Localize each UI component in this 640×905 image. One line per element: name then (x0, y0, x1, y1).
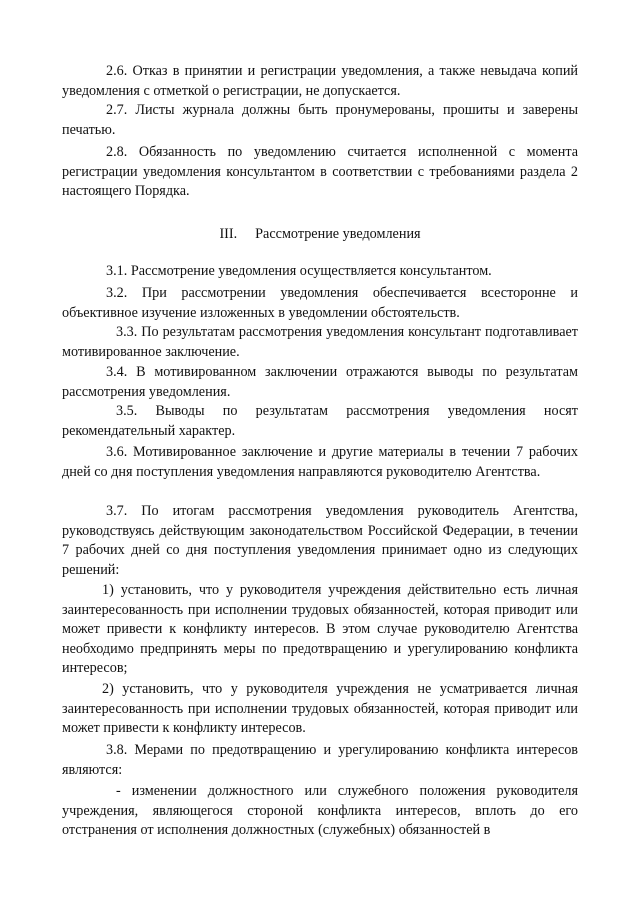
paragraph-decision-1: 1) установить, что у руководителя учреждения действительно есть личная заинтересованность при исполнении трудовых обязанностей, которая приводит или может привести к конфликту интересов. В этом случае руководителю Агентства необходимо предпринять меры по предотвращению и урегулированию конфликта интересов; (62, 582, 578, 676)
paragraph-3-8: 3.8. Мерами по предотвращению и урегулированию конфликта интересов являются: (62, 742, 578, 778)
paragraph-2-6: 2.6. Отказ в принятии и регистрации уведомления, а также невыдача копий уведомления с отметкой о регистрации, не допускается. (62, 63, 578, 99)
paragraph-3-2: 3.2. При рассмотрении уведомления обеспечивается всесторонне и объективное изучение изложенных в уведомлении обстоятельств. (62, 285, 578, 321)
paragraph-3-3: 3.3. По результатам рассмотрения уведомления консультант подготавливает мотивированное заключение. (62, 324, 578, 360)
paragraph-3-6: 3.6. Мотивированное заключение и другие материалы в течении 7 рабочих дней со дня поступления уведомления направляются руководителю Агентства. (62, 444, 578, 480)
paragraph-3-5: 3.5. Выводы по результатам рассмотрения уведомления носят рекомендательный характер. (62, 403, 578, 439)
section-number: III. (219, 226, 238, 242)
paragraph-2-8: 2.8. Обязанность по уведомлению считается исполненной с момента регистрации уведомления консультантом в соответствии с требованиями раздела 2 настоящего Порядка. (62, 144, 578, 199)
paragraph-decision-2: 2) установить, что у руководителя учреждения не усматривается личная заинтересованность при исполнении трудовых обязанностей, которая приводит или может привести к конфликту интересов. (62, 681, 578, 736)
paragraph-2-7: 2.7. Листы журнала должны быть пронумерованы, прошиты и заверены печатью. (62, 102, 578, 138)
section-title: Рассмотрение уведомления (255, 226, 421, 242)
paragraph-3-4: 3.4. В мотивированном заключении отражаются выводы по результатам рассмотрения уведомления. (62, 364, 578, 400)
paragraph-measure-1: - изменении должностного или служебного положения руководителя учреждения, являющегося стороной конфликта интересов, вплоть до его отстранения от исполнения должностных (служебных) обязанностей в (62, 783, 578, 838)
section-heading (0, 225, 640, 245)
paragraph-3-7: 3.7. По итогам рассмотрения уведомления руководитель Агентства, руководствуясь действующим законодательством Российской Федерации, в течении 7 рабочих дней со дня поступления уведомления принимает одно из следующих решений: (62, 503, 578, 578)
paragraph-3-1: 3.1. Рассмотрение уведомления осуществляется консультантом. (106, 263, 492, 279)
